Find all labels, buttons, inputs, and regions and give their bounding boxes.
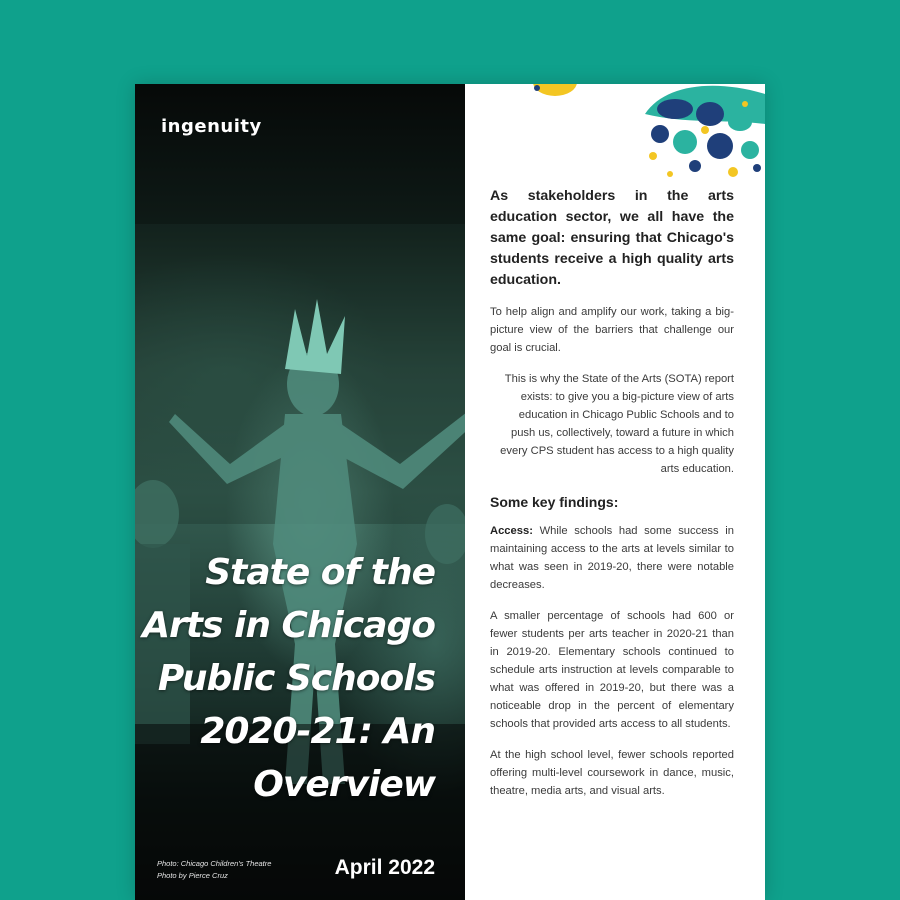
access-text: While schools had some success in maintaining access to the arts at levels similar to what was seen in 2019-20, there were notable decreases. [490, 525, 734, 591]
photo-credit-line: Photo: Chicago Children's Theatre [157, 859, 272, 868]
article-text [490, 186, 734, 813]
cover-title-line: Arts in Chicago [142, 605, 435, 646]
cover-title-line: 2020-21: An [200, 711, 435, 752]
body-paragraph: At the high school level, fewer schools reported offering multi-level coursework in dance, music, theatre, media arts, and visual arts. [490, 749, 734, 797]
cover-title-line: State of the [205, 552, 435, 593]
decorative-shapes [525, 84, 765, 184]
body-paragraph: This is why the State of the Arts (SOTA) report exists: to give you a big-picture view of arts education in Chicago Public Schools and to push us, collectively, toward a future in which every CPS student has access to a high quality arts education. [500, 373, 734, 475]
cover-title-line: Overview [253, 764, 435, 805]
document-page [135, 84, 765, 900]
photo-credit-line: Photo by Pierce Cruz [157, 871, 228, 880]
cover-photo-panel [135, 84, 465, 900]
photo-credit [157, 858, 271, 882]
ingenuity-logo: ingenuity [161, 116, 262, 137]
body-paragraph: To help align and amplify our work, taking a big-picture view of the barriers that challenge our goal is crucial. [490, 306, 734, 354]
body-paragraph: A smaller percentage of schools had 600 or fewer students per arts teacher in 2020-21 than in 2019-20. Elementary schools continued to schedule arts instruction at levels comparable to what was offered in 2019-20, but there was a noticeable drop in the percent of elementary schools that provided arts access to all students. [490, 610, 734, 730]
cover-title-line: Public Schools [157, 658, 435, 699]
access-label: Access: [490, 525, 533, 537]
publication-date: April 2022 [334, 856, 435, 879]
findings-heading: Some key findings: [490, 494, 619, 510]
access-paragraph [490, 522, 734, 594]
intro-statement: As stakeholders in the arts education sector, we all have the same goal: ensuring that Chicago's students receive a high quality arts education. [490, 188, 734, 288]
cover-title [135, 546, 435, 811]
